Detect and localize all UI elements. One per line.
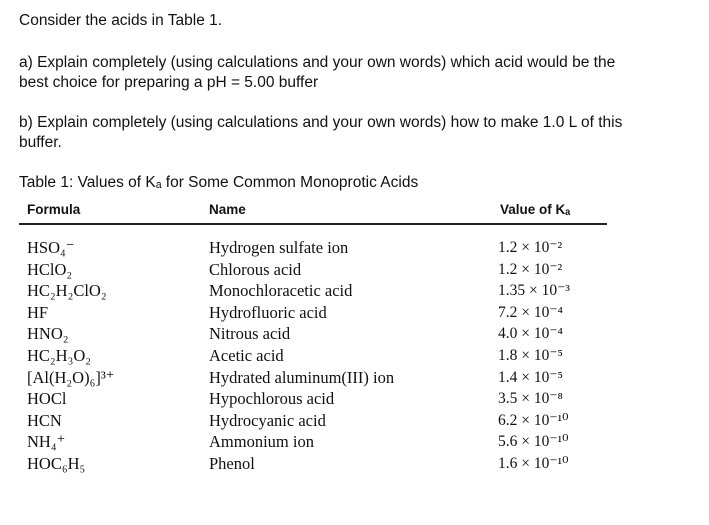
header-divider xyxy=(19,223,607,225)
name-cell: Acetic acid xyxy=(209,345,284,365)
question-a-line-1: a) Explain completely (using calculations and your own words) which acid would be the xyxy=(19,54,616,71)
value-cell: 7.2 × 10⁻⁴ xyxy=(498,303,563,321)
formula-cell: HF xyxy=(27,302,49,322)
value-cell: 1.2 × 10⁻² xyxy=(498,239,563,256)
name-cell: Hydrogen sulfate ion xyxy=(209,238,349,257)
header-formula: Formula xyxy=(27,202,81,217)
value-cell: 3.5 × 10⁻⁸ xyxy=(498,390,563,408)
question-b-line-2: buffer. xyxy=(19,134,62,151)
formula-column xyxy=(27,237,114,475)
value-cell: 1.8 × 10⁻⁵ xyxy=(498,346,563,364)
table-caption: Table 1: Values of Kₐ for Some Common Monoprotic Acids xyxy=(19,174,419,191)
value-cell: 1.4 × 10⁻⁵ xyxy=(498,368,563,386)
name-cell: Ammonium ion xyxy=(209,432,314,452)
value-column xyxy=(498,237,570,475)
name-cell: Chlorous acid xyxy=(209,259,302,279)
name-cell: Monochloracetic acid xyxy=(209,281,353,301)
name-cell: Hypochlorous acid xyxy=(209,389,335,409)
question-a-line-2: best choice for preparing a pH = 5.00 buffer xyxy=(19,74,319,91)
value-cell: 1.2 × 10⁻² xyxy=(498,260,563,278)
formula-cell: HOC₆H₅ xyxy=(27,453,86,473)
name-cell: Phenol xyxy=(209,453,255,473)
formula-cell: HOCl xyxy=(27,389,67,409)
name-cell: Hydrated aluminum(III) ion xyxy=(209,367,395,387)
value-cell: 4.0 × 10⁻⁴ xyxy=(498,325,563,343)
formula-cell: HSO₄⁻ xyxy=(27,238,75,257)
formula-cell: HC₂H₂ClO₂ xyxy=(27,281,107,301)
value-cell: 1.35 × 10⁻³ xyxy=(498,282,570,300)
formula-cell: [Al(H₂O)₆]³⁺ xyxy=(27,367,115,387)
value-cell: 6.2 × 10⁻¹⁰ xyxy=(498,411,569,429)
formula-cell: HC₂H₃O₂ xyxy=(27,345,92,365)
name-column xyxy=(209,237,394,475)
header-value: Value of Kₐ xyxy=(500,202,571,217)
question-b-line-1: b) Explain completely (using calculations and your own words) how to make 1.0 L of this xyxy=(19,114,623,131)
formula-cell: HCN xyxy=(27,410,62,430)
value-cell: 1.6 × 10⁻¹⁰ xyxy=(498,454,569,472)
formula-cell: HNO₂ xyxy=(27,324,69,344)
name-cell: Nitrous acid xyxy=(209,324,291,344)
formula-cell: HClO₂ xyxy=(27,259,73,279)
header-name: Name xyxy=(209,202,246,217)
value-cell: 5.6 × 10⁻¹⁰ xyxy=(498,433,569,451)
formula-cell: NH₄⁺ xyxy=(27,432,66,452)
name-cell: Hydrofluoric acid xyxy=(209,302,327,322)
name-cell: Hydrocyanic acid xyxy=(209,410,326,430)
intro-text: Consider the acids in Table 1. xyxy=(19,12,223,29)
